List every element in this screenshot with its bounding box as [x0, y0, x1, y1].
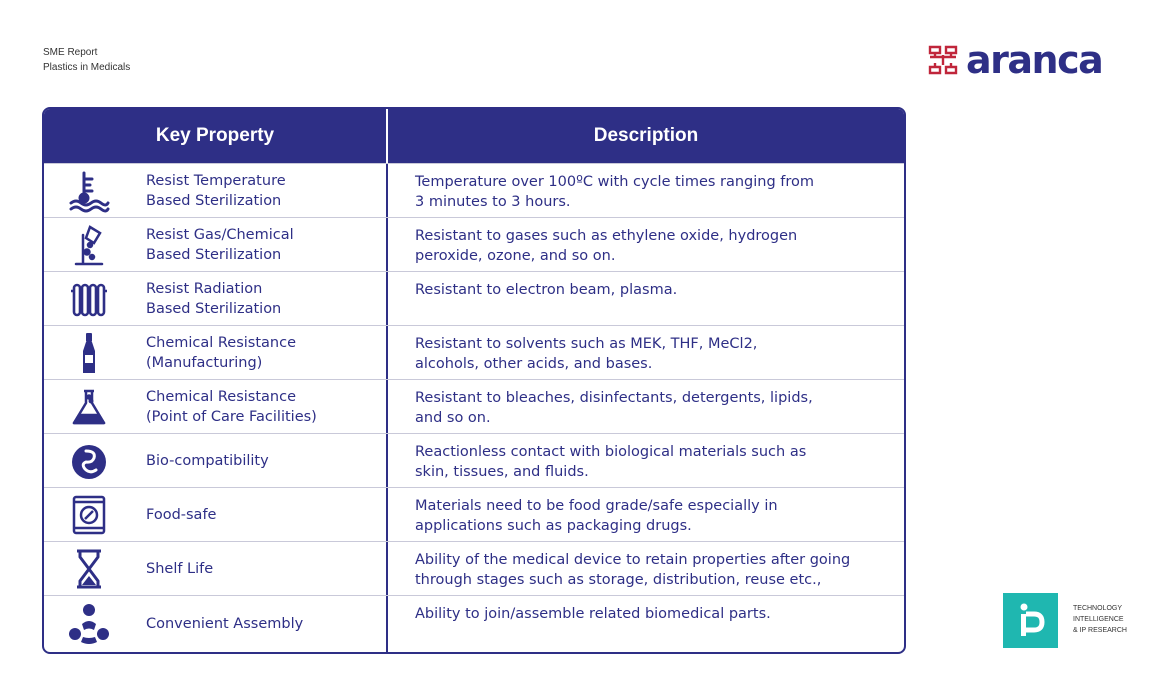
tagline-line: INTELLIGENCE: [1073, 616, 1124, 623]
description-cell: Resistant to solvents such as MEK, THF, MeCl2, alcohols, other acids, and bases.: [415, 336, 758, 372]
property-label: Shelf Life: [146, 560, 214, 577]
aranca-mark-icon: [928, 43, 958, 77]
property-cell: [44, 542, 388, 595]
table-header: [44, 109, 904, 163]
food-can-icon: [68, 493, 110, 537]
property-label: Chemical Resistance (Point of Care Facilities): [146, 388, 317, 425]
description-cell: Ability to join/assemble related biomedical parts.: [415, 606, 771, 622]
description-cell: Resistant to bleaches, disinfectants, detergents, lipids, and so on.: [415, 390, 813, 426]
pouring-flask-icon: [68, 223, 110, 267]
header-key-property: Key Property: [44, 109, 388, 163]
ip-tagline: [1073, 603, 1127, 636]
table-row: [44, 487, 904, 541]
property-label: Bio-compatibility: [146, 452, 269, 469]
property-cell: [44, 272, 388, 325]
property-label: Food-safe: [146, 506, 217, 523]
description-cell: Reactionless contact with biological materials such as skin, tissues, and fluids.: [415, 444, 807, 480]
table-row: [44, 433, 904, 487]
lab-flask-icon: [68, 385, 110, 429]
property-label: Convenient Assembly: [146, 616, 304, 632]
table-row: [44, 163, 904, 217]
tagline-line: TECHNOLOGY: [1073, 605, 1123, 612]
table-row: [44, 379, 904, 433]
ip-research-logo: [1003, 593, 1058, 648]
description-cell: Temperature over 100ºC with cycle times ranging from 3 minutes to 3 hours.: [415, 174, 815, 210]
report-subtitle: Plastics in Medicals: [43, 62, 131, 73]
radiator-icon: [68, 277, 110, 321]
property-label: Resist Gas/Chemical Based Sterilization: [146, 226, 294, 263]
table-row: [44, 595, 904, 652]
property-label: Resist Temperature Based Sterilization: [146, 172, 286, 209]
table-row: [44, 217, 904, 271]
header-description: Description: [593, 125, 699, 146]
property-cell: [44, 434, 388, 487]
property-label: Resist Radiation Based Sterilization: [146, 280, 282, 317]
ip-logo-icon: [1015, 602, 1047, 640]
property-cell: [44, 380, 388, 433]
people-assembly-icon: [68, 602, 110, 646]
property-cell: [44, 326, 388, 379]
property-cell: [44, 596, 388, 652]
bottle-icon: [68, 331, 110, 375]
report-title: SME Report: [43, 47, 98, 58]
property-table: [42, 107, 906, 654]
description-cell: Resistant to gases such as ethylene oxide, hydrogen peroxide, ozone, and so on.: [415, 228, 798, 264]
table-row: [44, 541, 904, 595]
report-header: [43, 45, 130, 75]
table-row: [44, 271, 904, 325]
biocompatibility-icon: [68, 439, 110, 483]
property-cell: [44, 218, 388, 271]
tagline-line: & IP RESEARCH: [1073, 627, 1127, 634]
brand-name: aranca: [966, 38, 1103, 82]
thermometer-water-icon: [68, 169, 110, 213]
description-cell: Materials need to be food grade/safe especially in applications such as packaging drugs.: [415, 498, 778, 534]
property-cell: [44, 488, 388, 541]
property-cell: [44, 164, 388, 217]
aranca-logo: [928, 40, 1102, 80]
property-label: Chemical Resistance (Manufacturing): [146, 334, 297, 371]
description-cell: Resistant to electron beam, plasma.: [415, 282, 678, 298]
description-cell: Ability of the medical device to retain properties after going through stages such as storage, distribution, reuse etc.,: [415, 552, 851, 588]
hourglass-icon: [68, 547, 110, 591]
table-row: [44, 325, 904, 379]
